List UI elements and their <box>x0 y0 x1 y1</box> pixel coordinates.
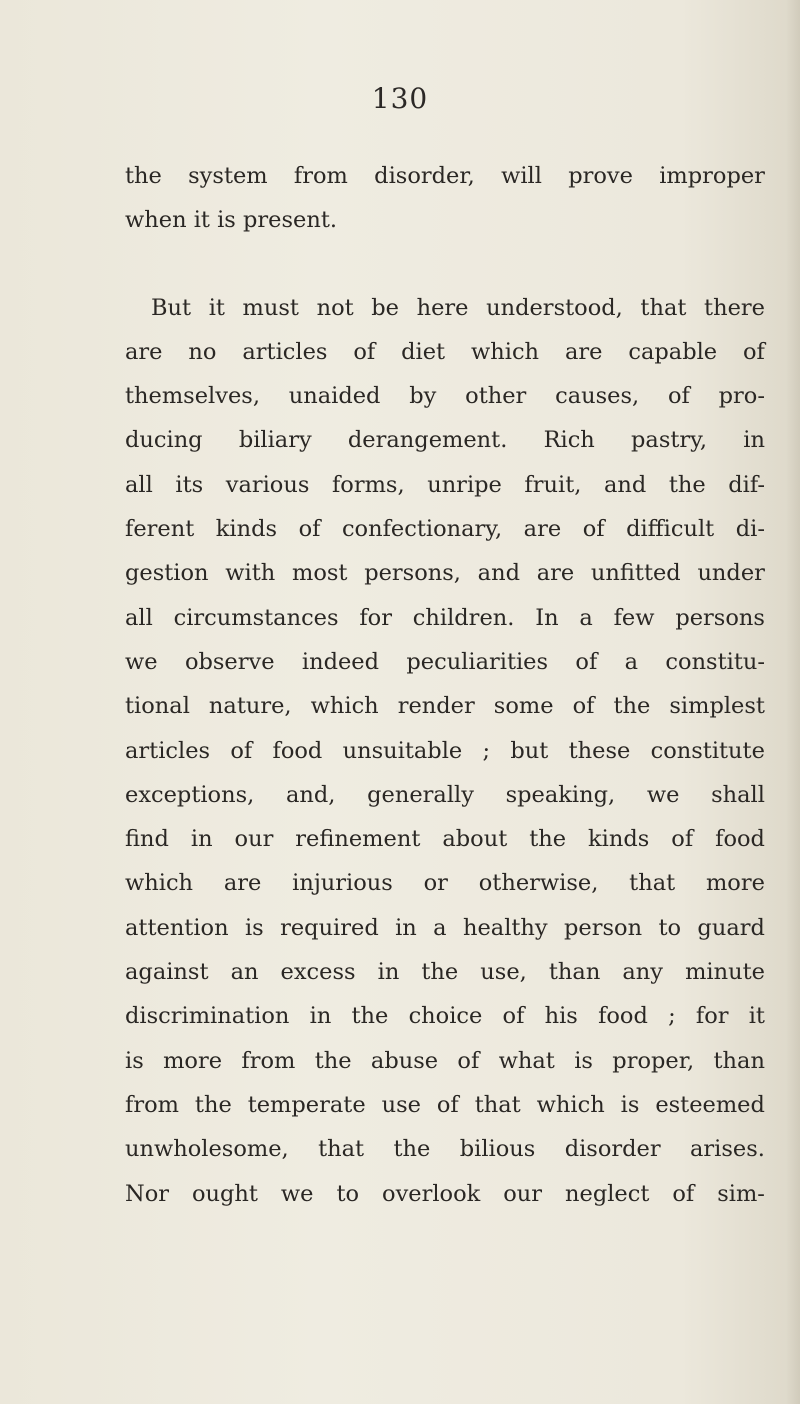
word: food <box>715 826 765 853</box>
word: the <box>125 163 162 189</box>
word: no <box>188 338 217 365</box>
word: nature, <box>208 693 292 720</box>
word: diet <box>401 338 446 365</box>
word: dif- <box>728 471 765 498</box>
word: esteemed <box>655 1091 765 1118</box>
word: a <box>624 648 639 675</box>
word: it <box>208 294 225 321</box>
paragraph-2 <box>125 286 765 1216</box>
word: articles <box>125 737 211 764</box>
word: disorder <box>564 1136 661 1163</box>
word: or <box>423 870 448 897</box>
word: to <box>336 1180 360 1207</box>
word: ferent <box>125 516 195 543</box>
word: injurious <box>292 870 393 897</box>
word: children. <box>412 604 515 631</box>
word: are <box>523 516 562 543</box>
page-number: 130 <box>371 82 429 115</box>
word: in <box>743 427 765 454</box>
word: render <box>397 693 475 720</box>
word: unripe <box>427 471 502 498</box>
word: most <box>291 560 348 587</box>
word: Rich <box>543 427 595 454</box>
word: excess <box>280 959 356 986</box>
word: any <box>622 959 664 986</box>
word: is <box>125 1047 144 1074</box>
word: ought <box>191 1180 258 1207</box>
text-line <box>125 729 765 773</box>
word: required <box>280 914 379 941</box>
word: bilious <box>459 1136 536 1163</box>
word: we <box>280 1180 314 1207</box>
word: are <box>125 338 163 365</box>
word: from <box>241 1047 296 1074</box>
text-line <box>125 551 765 595</box>
word: the <box>529 826 567 853</box>
word: unfitted <box>590 560 681 587</box>
word: in <box>377 959 400 986</box>
word: of <box>743 338 765 365</box>
word: which <box>125 870 194 897</box>
word: for <box>359 604 392 631</box>
word: the <box>668 471 706 498</box>
word: the <box>421 959 459 986</box>
word: kinds <box>588 826 650 853</box>
word: that <box>629 870 676 897</box>
word: all <box>125 471 153 498</box>
word: to <box>658 914 682 941</box>
word: which <box>536 1091 605 1118</box>
word: constitu- <box>665 648 765 675</box>
word: than <box>548 959 601 986</box>
word: all <box>125 604 153 631</box>
word: ; <box>668 1003 676 1030</box>
text-line <box>125 596 765 640</box>
text-line <box>125 1083 765 1127</box>
word: Nor <box>125 1180 169 1207</box>
word: use, <box>480 959 527 986</box>
word: the <box>314 1047 352 1074</box>
word: the <box>194 1091 232 1118</box>
text-line <box>125 286 765 330</box>
word: are <box>564 338 603 365</box>
word: di- <box>735 516 765 543</box>
word: arises. <box>690 1136 765 1163</box>
page-edge-shadow <box>786 0 800 1404</box>
word: abuse <box>370 1047 439 1074</box>
text-line <box>125 1039 765 1083</box>
word: of <box>298 516 321 543</box>
word: of <box>353 338 376 365</box>
word: prove <box>568 163 633 189</box>
word: healthy <box>462 914 548 941</box>
word: from <box>125 1091 179 1118</box>
word: various <box>225 471 310 498</box>
text-line <box>125 994 765 1038</box>
word: peculiarities <box>406 648 549 675</box>
text-line <box>125 1172 765 1216</box>
word: a <box>579 604 593 631</box>
word: our <box>234 826 274 853</box>
word: tional <box>125 693 190 720</box>
word: more <box>705 870 765 897</box>
word: ; <box>482 737 491 764</box>
word: the <box>351 1003 389 1030</box>
word: for <box>695 1003 729 1030</box>
word: against <box>125 959 209 986</box>
word: of <box>436 1091 459 1118</box>
text-line <box>125 1127 765 1171</box>
word: improper <box>659 163 765 189</box>
word: of <box>667 383 690 410</box>
word: pastry, <box>631 427 708 454</box>
word: that <box>640 294 687 321</box>
word: of <box>582 516 605 543</box>
word: there <box>704 294 765 321</box>
word: but <box>510 737 549 764</box>
word: neglect <box>565 1180 650 1207</box>
word: In <box>535 604 559 631</box>
word: speaking, <box>505 781 616 808</box>
word: here <box>416 294 469 321</box>
word: its <box>175 471 204 498</box>
word: our <box>503 1180 543 1207</box>
text-line: when it is present. <box>125 207 338 234</box>
word: understood, <box>486 294 623 321</box>
word: which <box>310 693 379 720</box>
word: disorder, <box>374 163 475 189</box>
word: unsuitable <box>342 737 463 764</box>
word: and <box>603 471 647 498</box>
text-line <box>125 684 765 728</box>
word: derangement. <box>347 427 508 454</box>
word: pro- <box>718 383 765 410</box>
text-line <box>125 418 765 462</box>
word: minute <box>685 959 765 986</box>
word: of <box>671 826 694 853</box>
word: and <box>477 560 520 587</box>
word: we <box>125 648 158 675</box>
word: is <box>620 1091 640 1118</box>
word: gestion <box>125 560 209 587</box>
word: system <box>188 163 268 189</box>
word: unwholesome, <box>125 1136 289 1163</box>
text-line <box>125 374 765 418</box>
word: sim- <box>717 1180 765 1207</box>
word: than <box>713 1047 765 1074</box>
word: temperate <box>247 1091 366 1118</box>
word: in <box>309 1003 332 1030</box>
word: not <box>316 294 354 321</box>
word: with <box>225 560 276 587</box>
word: of <box>575 648 598 675</box>
word: must <box>242 294 299 321</box>
word: capable <box>628 338 718 365</box>
word: overlook <box>382 1180 481 1207</box>
word: choice <box>408 1003 483 1030</box>
word: persons <box>675 604 765 631</box>
word: But <box>151 294 192 321</box>
word: shall <box>711 781 765 808</box>
word: of <box>457 1047 480 1074</box>
word: refinement <box>295 826 421 853</box>
word: about <box>442 826 508 853</box>
word: more <box>163 1047 223 1074</box>
word: attention <box>125 914 229 941</box>
word: biliary <box>238 427 312 454</box>
text-line <box>125 906 765 950</box>
word: difficult <box>626 516 715 543</box>
word: we <box>646 781 680 808</box>
word: and, <box>285 781 336 808</box>
word: some <box>493 693 554 720</box>
word: be <box>371 294 399 321</box>
text-line <box>125 330 765 374</box>
word: constitute <box>650 737 765 764</box>
word: generally <box>367 781 474 808</box>
word: of <box>502 1003 525 1030</box>
word: find <box>125 826 169 853</box>
word: under <box>697 560 765 587</box>
text-line <box>125 950 765 994</box>
word: an <box>230 959 259 986</box>
word: fruit, <box>524 471 582 498</box>
word: themselves, <box>125 383 260 410</box>
word: food <box>272 737 323 764</box>
word: food <box>598 1003 648 1030</box>
word: is <box>244 914 264 941</box>
text-line <box>125 773 765 817</box>
text-line <box>125 154 765 198</box>
word: causes, <box>555 383 640 410</box>
word: these <box>568 737 631 764</box>
word: articles <box>242 338 328 365</box>
word: discrimination <box>125 1003 290 1030</box>
word: that <box>474 1091 521 1118</box>
text-line <box>125 463 765 507</box>
word: exceptions, <box>125 781 255 808</box>
text-line <box>125 507 765 551</box>
text-line <box>125 640 765 684</box>
body-text <box>125 154 765 1216</box>
word: unaided <box>288 383 381 410</box>
word: ducing <box>125 427 203 454</box>
word: use <box>381 1091 421 1118</box>
paragraph-1 <box>125 154 765 243</box>
word: the <box>613 693 651 720</box>
word: kinds <box>215 516 278 543</box>
word: is <box>574 1047 593 1074</box>
word: that <box>318 1136 365 1163</box>
word: in <box>190 826 213 853</box>
word: will <box>501 163 542 189</box>
word: his <box>544 1003 578 1030</box>
word: few <box>613 604 655 631</box>
word: person <box>564 914 643 941</box>
text-line <box>125 817 765 861</box>
word: in <box>395 914 417 941</box>
word: what <box>498 1047 555 1074</box>
word: indeed <box>301 648 380 675</box>
word: simplest <box>669 693 765 720</box>
word: confectionary, <box>341 516 503 543</box>
word: other <box>465 383 527 410</box>
word: it <box>748 1003 765 1030</box>
word: of <box>230 737 253 764</box>
word: are <box>536 560 575 587</box>
word: persons, <box>364 560 461 587</box>
word: a <box>433 914 447 941</box>
word: from <box>293 163 348 189</box>
word: otherwise, <box>478 870 599 897</box>
text-line <box>125 861 765 905</box>
word: circumstances <box>173 604 339 631</box>
word: by <box>409 383 437 410</box>
word: of <box>572 693 595 720</box>
word: guard <box>697 914 765 941</box>
word: of <box>672 1180 695 1207</box>
word: observe <box>184 648 275 675</box>
word: are <box>223 870 262 897</box>
word: forms, <box>331 471 405 498</box>
word: which <box>471 338 540 365</box>
word: the <box>393 1136 431 1163</box>
word: proper, <box>612 1047 695 1074</box>
